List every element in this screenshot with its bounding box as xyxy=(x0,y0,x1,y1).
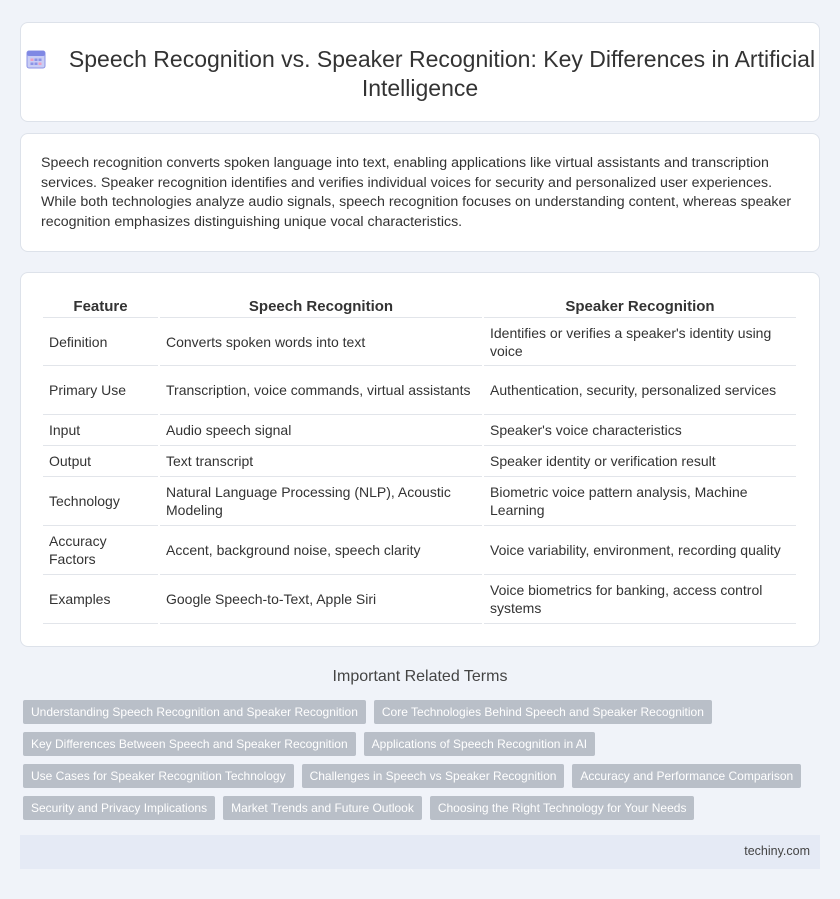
speech-cell: Transcription, voice commands, virtual assistants xyxy=(160,366,482,415)
related-term-tag[interactable]: Key Differences Between Speech and Speaker Recognition xyxy=(23,732,356,756)
footer-bar xyxy=(20,835,820,869)
table-row xyxy=(43,477,796,526)
table-row xyxy=(43,415,796,446)
speech-cell: Converts spoken words into text xyxy=(160,318,482,366)
speaker-cell: Voice biometrics for banking, access control systems xyxy=(484,575,796,624)
header-speech-recognition: Speech Recognition xyxy=(160,296,482,318)
related-term-tag[interactable]: Challenges in Speech vs Speaker Recognition xyxy=(302,764,565,788)
speech-cell: Natural Language Processing (NLP), Acoustic Modeling xyxy=(160,477,482,526)
footer-site[interactable]: techiny.com xyxy=(744,844,810,858)
related-term-tag[interactable]: Applications of Speech Recognition in AI xyxy=(364,732,595,756)
table-row xyxy=(43,366,796,415)
header-feature: Feature xyxy=(43,296,158,318)
table-row xyxy=(43,446,796,477)
speaker-cell: Authentication, security, personalized services xyxy=(484,366,796,415)
feature-cell: Input xyxy=(43,415,158,446)
speaker-cell: Voice variability, environment, recording quality xyxy=(484,526,796,575)
related-term-tag[interactable]: Security and Privacy Implications xyxy=(23,796,215,820)
speaker-cell: Identifies or verifies a speaker's identity using voice xyxy=(484,318,796,366)
speech-cell: Google Speech-to-Text, Apple Siri xyxy=(160,575,482,624)
feature-cell: Output xyxy=(43,446,158,477)
related-term-tag[interactable]: Use Cases for Speaker Recognition Technology xyxy=(23,764,294,788)
page-title: Speech Recognition vs. Speaker Recognition: Key Differences in Artificial Intelligence xyxy=(68,46,816,101)
table-row xyxy=(43,526,796,575)
feature-cell: Accuracy Factors xyxy=(43,526,158,575)
speaker-cell: Speaker's voice characteristics xyxy=(484,415,796,446)
comparison-card xyxy=(20,272,820,647)
related-term-tag[interactable]: Market Trends and Future Outlook xyxy=(223,796,422,820)
title-card xyxy=(20,22,820,122)
feature-cell: Technology xyxy=(43,477,158,526)
feature-cell: Examples xyxy=(43,575,158,624)
related-terms-list xyxy=(23,700,813,820)
related-term-tag[interactable]: Core Technologies Behind Speech and Speaker Recognition xyxy=(374,700,712,724)
related-term-tag[interactable]: Accuracy and Performance Comparison xyxy=(572,764,801,788)
speaker-cell: Biometric voice pattern analysis, Machine Learning xyxy=(484,477,796,526)
feature-cell: Definition xyxy=(43,318,158,366)
speech-cell: Audio speech signal xyxy=(160,415,482,446)
header-speaker-recognition: Speaker Recognition xyxy=(484,296,796,318)
related-term-tag[interactable]: Choosing the Right Technology for Your Needs xyxy=(430,796,695,820)
feature-cell: Primary Use xyxy=(43,366,158,415)
related-terms-title: Important Related Terms xyxy=(332,668,508,685)
calendar-icon xyxy=(25,48,47,70)
speaker-cell: Speaker identity or verification result xyxy=(484,446,796,477)
page-title-wrap xyxy=(21,45,819,103)
summary-text: Speech recognition converts spoken language into text, enabling applications like virtual assistants and transcription services. Speaker recognition identifies and verifies individual voices for security and personalized user experiences. While both technologies analyze audio signals, speech recognition focuses on understanding content, whereas speaker recognition emphasizes distinguishing unique vocal characteristics. xyxy=(41,155,792,230)
comparison-table xyxy=(41,296,798,624)
summary-card xyxy=(20,133,820,252)
speech-cell: Text transcript xyxy=(160,446,482,477)
table-row xyxy=(43,318,796,366)
speech-cell: Accent, background noise, speech clarity xyxy=(160,526,482,575)
table-header-row xyxy=(43,296,796,318)
table-row xyxy=(43,575,796,624)
related-term-tag[interactable]: Understanding Speech Recognition and Speaker Recognition xyxy=(23,700,366,724)
